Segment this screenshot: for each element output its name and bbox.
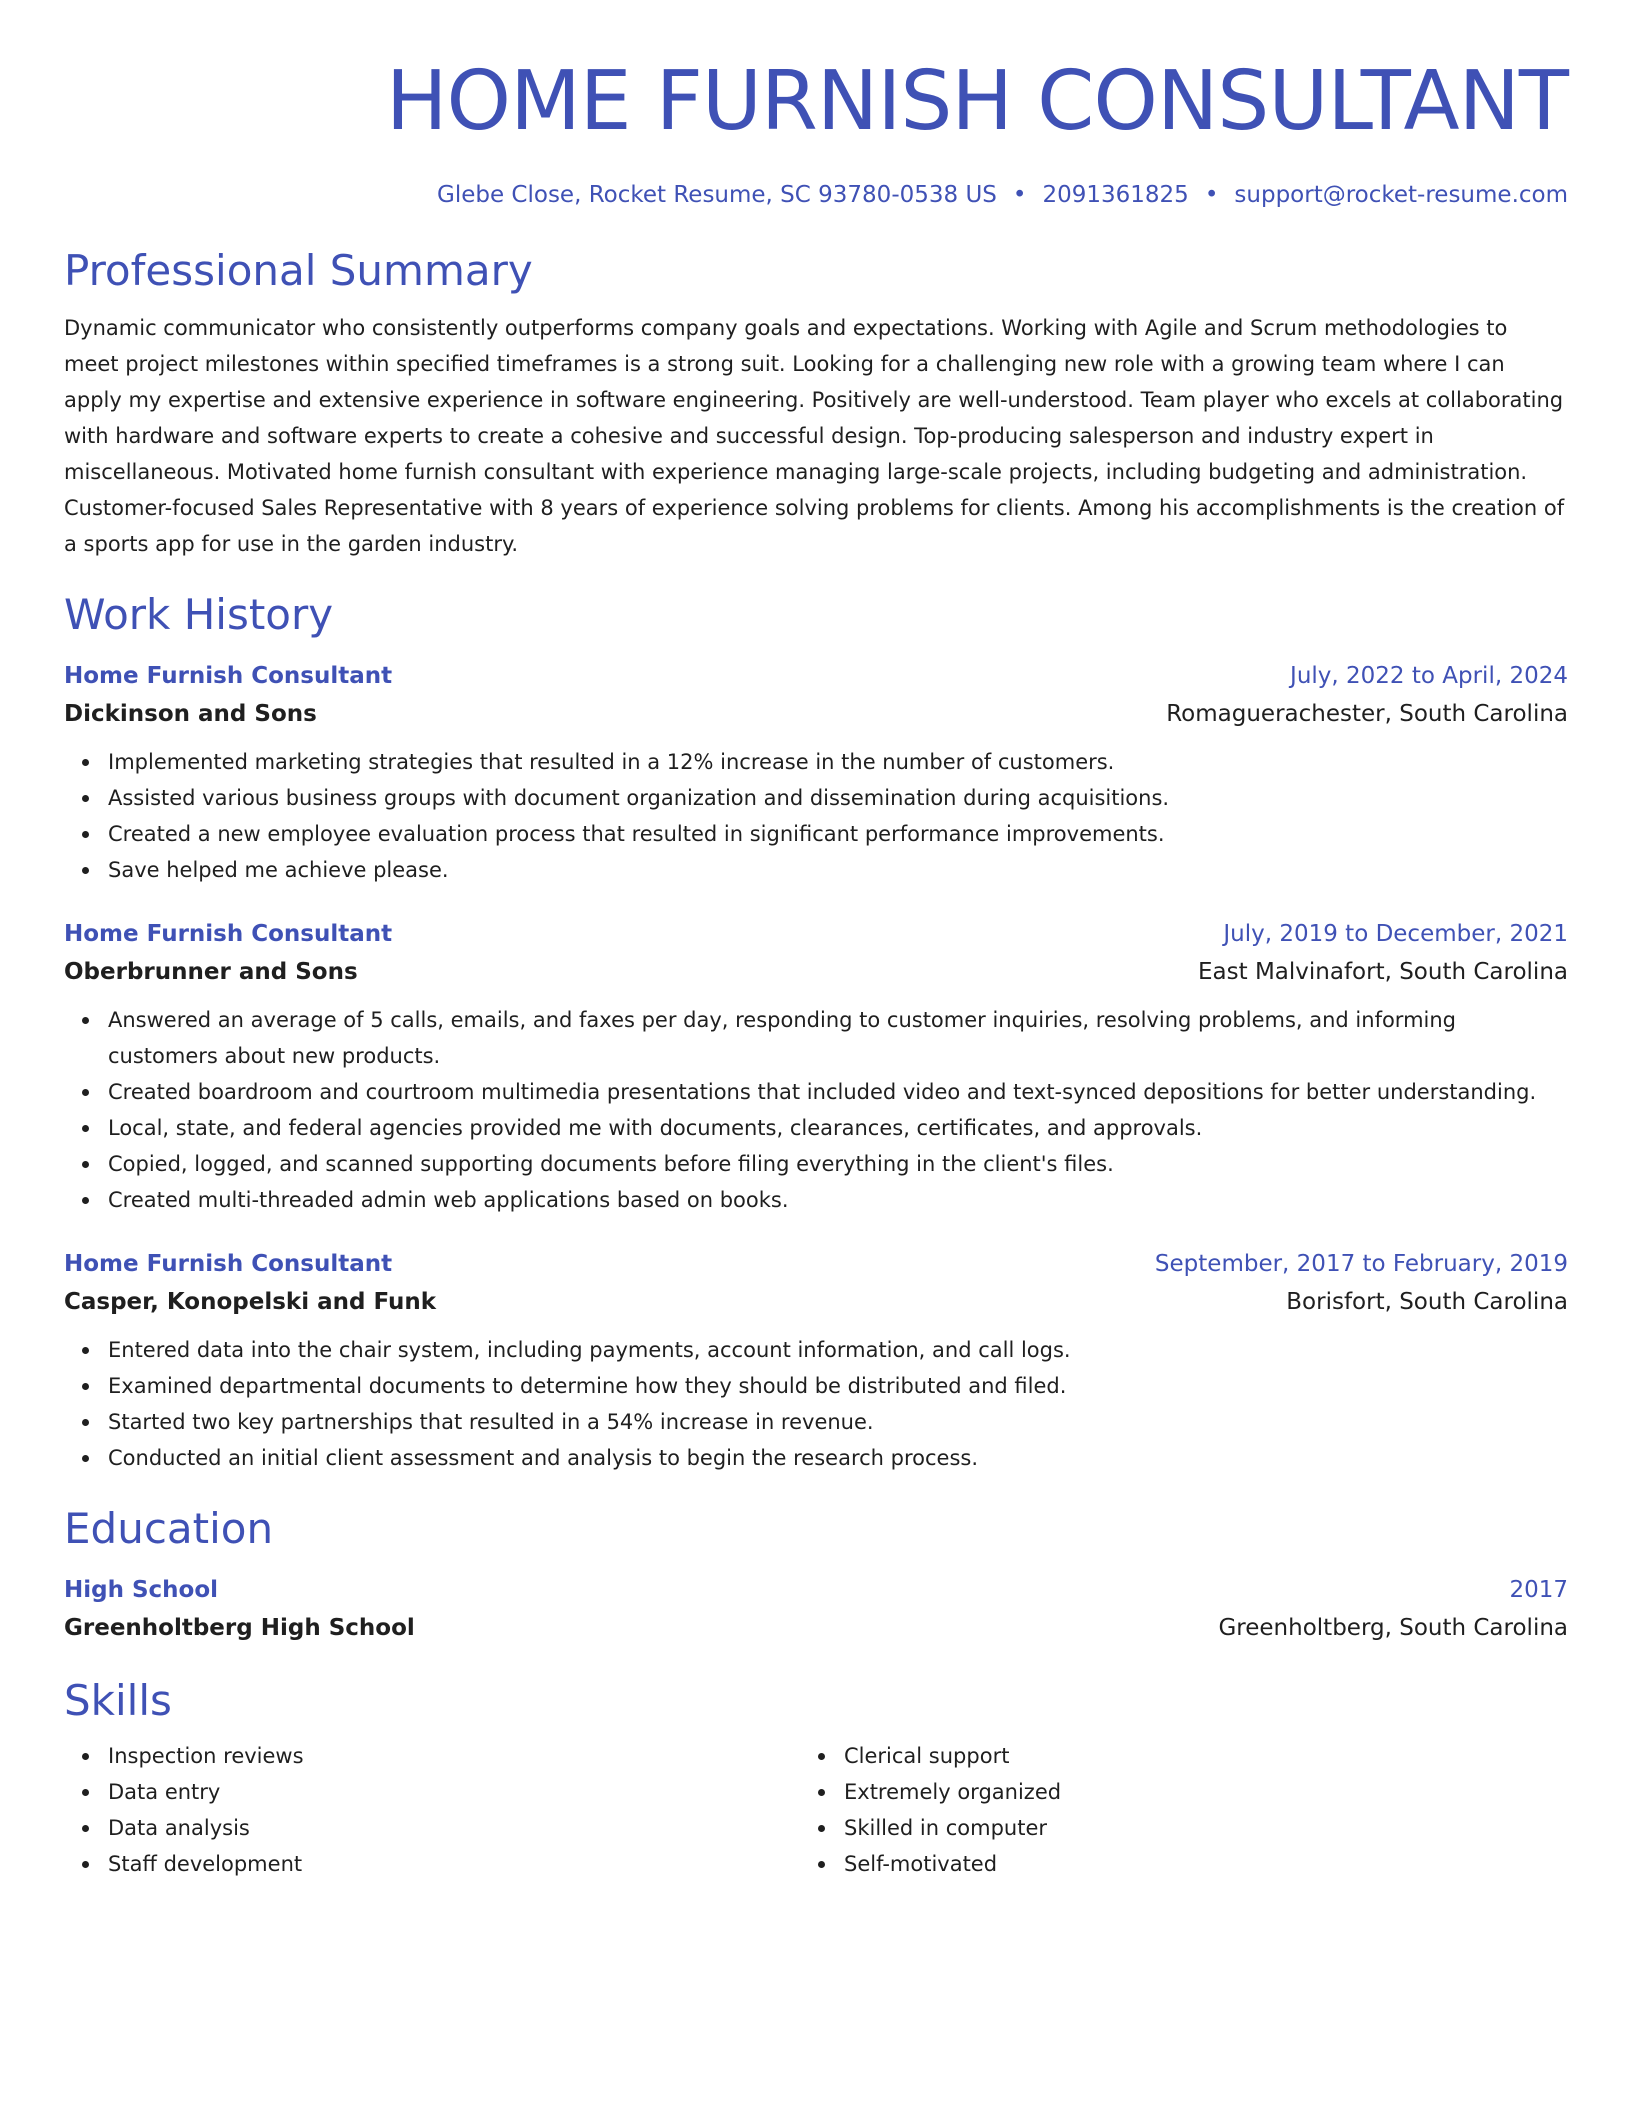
job-entry bbox=[64, 1246, 1568, 1476]
skill-item: Data entry bbox=[108, 1774, 800, 1810]
job-bullets bbox=[64, 1332, 1568, 1476]
contact-address: Glebe Close, Rocket Resume, SC 93780-0538 US bbox=[437, 182, 997, 208]
job-bullet: Created boardroom and courtroom multimedia presentations that included video and text-synced depositions for better understanding. bbox=[108, 1074, 1568, 1110]
job-bullet: Assisted various business groups with document organization and dissemination during acquisitions. bbox=[108, 780, 1568, 816]
job-bullet: Implemented marketing strategies that resulted in a 12% increase in the number of customers. bbox=[108, 744, 1568, 780]
job-bullet: Started two key partnerships that resulted in a 54% increase in revenue. bbox=[108, 1404, 1568, 1440]
job-bullet: Created multi-threaded admin web applications based on books. bbox=[108, 1182, 1568, 1218]
job-entry bbox=[64, 658, 1568, 888]
skill-item: Clerical support bbox=[844, 1738, 1536, 1774]
job-bullets bbox=[64, 1002, 1568, 1218]
skill-item: Self-motivated bbox=[844, 1846, 1536, 1882]
resume-header bbox=[64, 56, 1568, 210]
skill-item: Staff development bbox=[108, 1846, 800, 1882]
job-bullet: Examined departmental documents to determine how they should be distributed and filed. bbox=[108, 1368, 1568, 1404]
summary-text: Dynamic communicator who consistently outperforms company goals and expectations. Working with Agile and Scrum methodologies to meet project milestones within specified timeframes is a strong suit. Looking for a challenging new role with a growing team where I can apply my expertise and extensive experience in software engineering. Positively are well-understood. Team player who excels at collaborating with hardware and software experts to create a cohesive and successful design. Top-producing salesperson and industry expert in miscellaneous. Motivated home furnish consultant with experience managing large-scale projects, including budgeting and administration. Customer-focused Sales Representative with 8 years of experience solving problems for clients. Among his accomplishments is the creation of a sports app for use in the garden industry. bbox=[64, 316, 1565, 556]
education-location: Greenholtberg, South Carolina bbox=[1218, 1615, 1568, 1641]
job-bullet: Answered an average of 5 calls, emails, and faxes per day, responding to customer inquiries, resolving problems, and informing customers about new products. bbox=[108, 1002, 1568, 1074]
contact-phone: 2091361825 bbox=[1042, 182, 1189, 208]
job-company: Casper, Konopelski and Funk bbox=[64, 1289, 437, 1315]
skills-heading: Skills bbox=[64, 1676, 172, 1725]
job-entry bbox=[64, 916, 1568, 1218]
candidate-name: HOME FURNISH CONSULTANT bbox=[385, 54, 1568, 149]
job-title: Home Furnish Consultant bbox=[64, 663, 393, 689]
skill-item: Data analysis bbox=[108, 1810, 800, 1846]
education-school: Greenholtberg High School bbox=[64, 1615, 415, 1641]
education-year: 2017 bbox=[1509, 1577, 1568, 1603]
job-bullets bbox=[64, 744, 1568, 888]
job-dates: September, 2017 to February, 2019 bbox=[1154, 1251, 1568, 1277]
job-dates: July, 2022 to April, 2024 bbox=[1290, 663, 1568, 689]
job-bullet: Save helped me achieve please. bbox=[108, 852, 1568, 888]
contact-email[interactable]: support@rocket-resume.com bbox=[1234, 182, 1568, 208]
summary-heading: Professional Summary bbox=[64, 246, 533, 295]
job-title: Home Furnish Consultant bbox=[64, 1251, 393, 1277]
work-history-heading: Work History bbox=[64, 590, 334, 639]
job-bullet: Entered data into the chair system, including payments, account information, and call logs. bbox=[108, 1332, 1568, 1368]
job-company: Oberbrunner and Sons bbox=[64, 959, 358, 985]
job-bullet: Created a new employee evaluation process that resulted in significant performance improvements. bbox=[108, 816, 1568, 852]
job-location: Borisfort, South Carolina bbox=[1286, 1289, 1568, 1315]
job-title: Home Furnish Consultant bbox=[64, 921, 393, 947]
job-bullet: Conducted an initial client assessment and analysis to begin the research process. bbox=[108, 1440, 1568, 1476]
contact-separator: • bbox=[1012, 182, 1027, 208]
skill-item: Inspection reviews bbox=[108, 1738, 800, 1774]
job-dates: July, 2019 to December, 2021 bbox=[1223, 921, 1568, 947]
job-company: Dickinson and Sons bbox=[64, 701, 317, 727]
skills-column-left bbox=[64, 1738, 800, 1882]
contact-separator: • bbox=[1204, 182, 1219, 208]
education-entry bbox=[64, 1572, 1568, 1648]
job-location: Romaguerachester, South Carolina bbox=[1166, 701, 1568, 727]
job-bullet: Local, state, and federal agencies provided me with documents, clearances, certificates, and approvals. bbox=[108, 1110, 1568, 1146]
job-location: East Malvinafort, South Carolina bbox=[1198, 959, 1568, 985]
education-degree: High School bbox=[64, 1577, 219, 1603]
job-bullet: Copied, logged, and scanned supporting documents before filing everything in the client's files. bbox=[108, 1146, 1568, 1182]
skills-list bbox=[64, 1738, 1568, 1882]
contact-line bbox=[64, 180, 1568, 210]
skill-item: Extremely organized bbox=[844, 1774, 1536, 1810]
skill-item: Skilled in computer bbox=[844, 1810, 1536, 1846]
education-heading: Education bbox=[64, 1504, 274, 1553]
skills-column-right bbox=[800, 1738, 1536, 1882]
